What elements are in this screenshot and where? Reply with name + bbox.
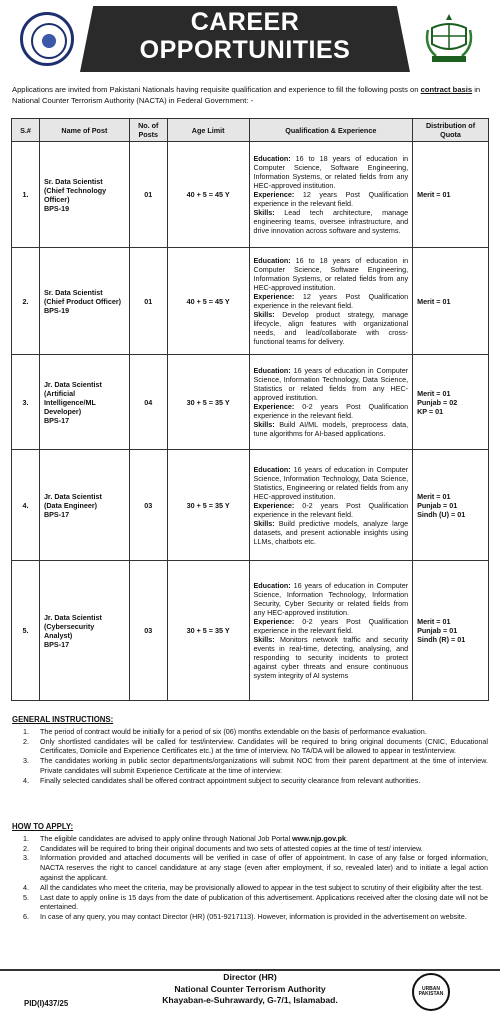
cell-quota (413, 248, 489, 355)
quota-line: Punjab = 01 (417, 626, 458, 635)
item-number: 2. (23, 843, 29, 853)
education-text: 16 to 18 years of education in Computer Science, Software Engineering, Information Systems, or related fields from any HEC-approved institution. (253, 154, 409, 190)
post-name-line: BPS-19 (43, 305, 70, 315)
list-item (12, 893, 488, 913)
experience-label: Experience: (253, 500, 295, 510)
num-posts: 04 (144, 397, 153, 407)
experience-text: 0-2 years Post Qualification experience in the relevant field. (253, 402, 409, 420)
logo-text-2: PAKISTAN (418, 991, 444, 997)
age-limit: 30 + 5 = 35 Y (186, 626, 230, 635)
table-row (12, 248, 489, 355)
quota-line: Sindh (R) = 01 (417, 635, 466, 644)
state-emblem-icon (422, 10, 476, 70)
general-instructions (12, 715, 488, 786)
education-block (254, 256, 409, 292)
cell-qualification (249, 248, 413, 355)
num-posts: 03 (144, 500, 153, 510)
nacta-emblem-icon (20, 12, 74, 66)
quota-line: Punjab = 01 (417, 500, 458, 510)
experience-label: Experience: (253, 292, 295, 301)
apply-item1-before: The eligible candidates are advised to apply online through National Job Portal (40, 833, 293, 843)
general-heading: GENERAL INSTRUCTIONS: (12, 715, 114, 724)
education-block (254, 465, 409, 501)
intro-text-after: in National Counter Terrorism Authority (NACTA) in Federal Government: - (12, 85, 481, 105)
education-label: Education: (253, 154, 291, 163)
header (0, 0, 500, 80)
item-text: In case of any query, you may contact Director (HR) (051-9217113). However, information is provided in the advertisement on website. (40, 912, 467, 922)
cell-qualification (249, 561, 413, 701)
serial-number: 3. (22, 397, 29, 407)
experience-label: Experience: (253, 402, 295, 411)
item-text: Only shortlisted candidates will be called for test/interview. Candidates will be required to bring original documents (CNIC, Educational Certificates, Domicile and Experience Certificates etc.) at the time of interview. No TA/DA will be allowed to appear in test/interview. (40, 736, 488, 756)
cell-post-name (39, 355, 129, 450)
skills-block (254, 208, 409, 235)
skills-text: Lead tech architecture, manage engineering teams, oversee infrastructure, and drive innovation across software and systems. (253, 208, 409, 235)
item-number: 1. (23, 726, 29, 736)
table-row (12, 450, 489, 561)
num-posts: 01 (144, 296, 153, 306)
item-number: 3. (23, 853, 29, 863)
post-name-line: BPS-17 (43, 639, 70, 649)
post-name-line: Sr. Data Scientist (43, 287, 103, 297)
quota-line: Merit = 01 (417, 296, 451, 306)
table-header-row (12, 119, 489, 142)
table-row (12, 355, 489, 450)
education-text: 16 years of education in Computer Science, Information Technology, Data Science, Statistics or related fields from any HEC-approved institution. (253, 366, 409, 402)
quota-line: Merit = 01 (417, 491, 451, 501)
skills-text: Build predictive models, analyze large datasets, and present actionable insights using LLMs, chatbots etc. (253, 518, 409, 546)
signatory-org: National Counter Terrorism Authority (174, 983, 326, 994)
experience-block (254, 402, 409, 420)
skills-block (254, 420, 409, 438)
cell-qualification (249, 355, 413, 450)
list-item (12, 912, 488, 922)
post-name-line: (Chief Product Officer) (43, 296, 122, 306)
education-text: 16 years of education in Computer Science, Information Technology, Data Science, Statistics, Engineering or related fields from any HEC-approved institution. (253, 464, 409, 501)
cell-post-name (39, 248, 129, 355)
cell-sn (12, 450, 40, 561)
experience-block (254, 501, 409, 519)
quota-line: Merit = 01 (417, 388, 451, 398)
item-number: 3. (23, 756, 29, 766)
experience-text: 0-2 years Post Qualification experience in the relevant field. (253, 617, 409, 635)
cell-num-posts (129, 450, 167, 561)
cell-age-limit (167, 450, 249, 561)
page-title (80, 8, 410, 64)
post-name-line: BPS-17 (43, 509, 70, 519)
cell-qualification (249, 450, 413, 561)
list-item (12, 853, 488, 882)
item-text: All the candidates who meet the criteria, may be provisionally allowed to appear in the test subject to scrutiny of their eligibility after the test. (40, 882, 484, 892)
cell-age-limit (167, 142, 249, 248)
intro-paragraph (12, 84, 488, 106)
experience-text: 12 years Post Qualification experience in the relevant field. (253, 190, 409, 208)
post-name-line: BPS-17 (43, 415, 70, 425)
title-line-2: OPPORTUNITIES (139, 36, 351, 64)
cell-quota (413, 561, 489, 701)
cell-age-limit (167, 248, 249, 355)
cell-post-name (39, 561, 129, 701)
title-line-1: CAREER (190, 8, 300, 36)
apply-list (12, 834, 488, 922)
education-label: Education: (253, 366, 291, 375)
experience-label: Experience: (253, 617, 295, 626)
cell-num-posts (129, 355, 167, 450)
item-number: 4. (23, 882, 29, 892)
post-name-line: Developer) (43, 406, 82, 416)
education-label: Education: (253, 464, 291, 474)
post-name-line: (Artificial (43, 388, 76, 398)
education-label: Education: (253, 256, 291, 265)
table-row (12, 561, 489, 701)
cell-age-limit (167, 561, 249, 701)
col-header-sn: S.# (12, 119, 40, 142)
col-header-post: Name of Post (39, 119, 129, 142)
education-text: 16 years of education in Computer Science, Information Technology, Information Security, Cyber Security or related fields from any HEC-approved institution. (253, 581, 409, 617)
item-text: Information provided and attached documents will be verified in case of offer of appointment. In case of any false or forged information, NACTA reserves the right to cancel candidature at any stage (even after employment, if so, revealed later) and to initiate a legal action against the applicant. (40, 853, 488, 882)
experience-block (254, 617, 409, 635)
skills-label: Skills: (253, 635, 275, 644)
education-block (254, 581, 409, 617)
item-text: Candidates will be required to bring their original documents and two sets of attested copies at the time of test/ interview. (40, 843, 423, 853)
list-item (12, 883, 488, 893)
post-name-line: Officer) (43, 194, 70, 204)
table-row (12, 142, 489, 248)
post-name-line: Jr. Data Scientist (43, 379, 102, 389)
list-item (12, 737, 488, 757)
intro-highlight: contract basis (420, 85, 473, 94)
item-number: 2. (23, 736, 29, 746)
serial-number: 1. (22, 190, 29, 199)
pid-number: PID(I)437/25 (24, 999, 69, 1008)
cell-sn (12, 355, 40, 450)
post-name-line: Jr. Data Scientist (43, 612, 102, 622)
signatory-block (100, 972, 400, 1007)
cell-qualification (249, 142, 413, 248)
skills-text: Build AI/ML models, preprocess data, tune algorithms for AI-based applications. (253, 420, 409, 438)
post-name-line: (Chief Technology (43, 185, 107, 195)
serial-number: 4. (22, 500, 29, 510)
experience-label: Experience: (253, 190, 295, 199)
skills-text: Develop product strategy, manage lifecycle, align features with organizational needs, and lead/collaborate with cross-functional teams for delivery. (253, 310, 409, 346)
skills-text: Monitors network traffic and security events in real-time, detecting, analysing, and responding to security incidents to protect against cyber threats and ensure continuous system integrity of AI systems (253, 635, 409, 680)
urban-pakistan-logo-icon (412, 973, 450, 1011)
cell-post-name (39, 142, 129, 248)
cell-sn (12, 142, 40, 248)
education-block (254, 154, 409, 190)
post-name-line: Intelligence/ML (43, 397, 96, 407)
signatory-address: Khayaban-e-Suhrawardy, G-7/1, Islamabad. (162, 995, 338, 1005)
item-text: The period of contract would be initially for a period of six (06) months extendable on the basis of performance evaluation. (40, 726, 427, 736)
list-item (12, 756, 488, 776)
post-name-line: Sr. Data Scientist (43, 176, 103, 186)
apply-heading: HOW TO APPLY: (12, 822, 74, 831)
num-posts: 01 (144, 190, 153, 199)
age-limit: 40 + 5 = 45 Y (186, 190, 230, 199)
list-item (12, 727, 488, 737)
cell-sn (12, 561, 40, 701)
skills-label: Skills: (253, 208, 275, 217)
age-limit: 40 + 5 = 45 Y (186, 296, 230, 306)
cell-num-posts (129, 142, 167, 248)
cell-num-posts (129, 248, 167, 355)
education-text: 16 to 18 years of education in Computer Science, Software Engineering, Information Systems, or related fields from any HEC-approved institution. (253, 256, 409, 292)
quota-line: Merit = 01 (417, 617, 451, 626)
cell-sn (12, 248, 40, 355)
post-name-line: Analyst) (43, 630, 73, 640)
skills-block (254, 310, 409, 346)
experience-text: 0-2 years Post Qualification experience in the relevant field. (253, 500, 409, 519)
skills-label: Skills: (253, 310, 275, 319)
skills-block (254, 519, 409, 546)
experience-block (254, 190, 409, 208)
post-name-line: BPS-19 (43, 203, 70, 213)
skills-label: Skills: (253, 518, 275, 528)
footer (0, 969, 500, 1024)
cell-quota (413, 450, 489, 561)
signatory-title: Director (HR) (223, 972, 277, 982)
experience-text: 12 years Post Qualification experience in the relevant field. (253, 292, 409, 310)
item-number: 4. (23, 775, 29, 785)
posts-table (11, 118, 489, 701)
col-header-quota: Distribution of Quota (413, 119, 489, 142)
item-text: The candidates working in public sector departments/organizations will submit NOC from their parent department at the time of interview. Private candidates will submit Experience Certificate at the time of interview. (40, 756, 488, 775)
skills-block (254, 635, 409, 680)
experience-block (254, 292, 409, 310)
serial-number: 5. (22, 626, 29, 635)
njp-link[interactable]: www.njp.gov.pk (292, 833, 347, 843)
education-block (254, 366, 409, 402)
item-number: 6. (23, 912, 29, 922)
item-number: 5. (23, 892, 29, 902)
cell-age-limit (167, 355, 249, 450)
skills-label: Skills: (253, 420, 275, 429)
age-limit: 30 + 5 = 35 Y (186, 397, 230, 407)
quota-line: Sindh (U) = 01 (417, 509, 466, 519)
general-list (12, 727, 488, 786)
quota-line: Merit = 01 (417, 190, 451, 199)
list-item (12, 776, 488, 786)
serial-number: 2. (22, 296, 29, 306)
post-name-line: (Data Engineer) (43, 500, 98, 510)
list-item: 1. The eligible candidates are advised to apply online through National Job Portal www.njp.gov.pk. (23, 833, 349, 843)
apply-item1-after: . (346, 833, 349, 843)
quota-line: Punjab = 02 (417, 397, 458, 407)
item-text: Last date to apply online is 15 days from the date of publication of this advertisement. Applications received after the closing date will not be entertained. (40, 892, 488, 912)
post-name-line: Jr. Data Scientist (43, 491, 102, 501)
post-name-line: (Cybersecurity (43, 621, 95, 631)
intro-text-before: Applications are invited from Pakistani Nationals having requisite qualification and experience to fill the following posts on (12, 85, 421, 94)
num-posts: 03 (144, 626, 153, 635)
item-text: Finally selected candidates shall be offered contract appointment subject to security clearance from relevant authorities. (40, 775, 421, 785)
cell-quota (413, 355, 489, 450)
col-header-age: Age Limit (167, 119, 249, 142)
col-header-posts: No. of Posts (129, 119, 167, 142)
cell-post-name (39, 450, 129, 561)
col-header-qualification: Qualification & Experience (249, 119, 413, 142)
cell-quota (413, 142, 489, 248)
cell-num-posts (129, 561, 167, 701)
age-limit: 30 + 5 = 35 Y (186, 500, 230, 510)
how-to-apply (12, 822, 488, 922)
quota-line: KP = 01 (417, 406, 444, 416)
list-item (12, 844, 488, 854)
logo-text-1: URBAN (421, 985, 441, 992)
education-label: Education: (253, 581, 291, 590)
